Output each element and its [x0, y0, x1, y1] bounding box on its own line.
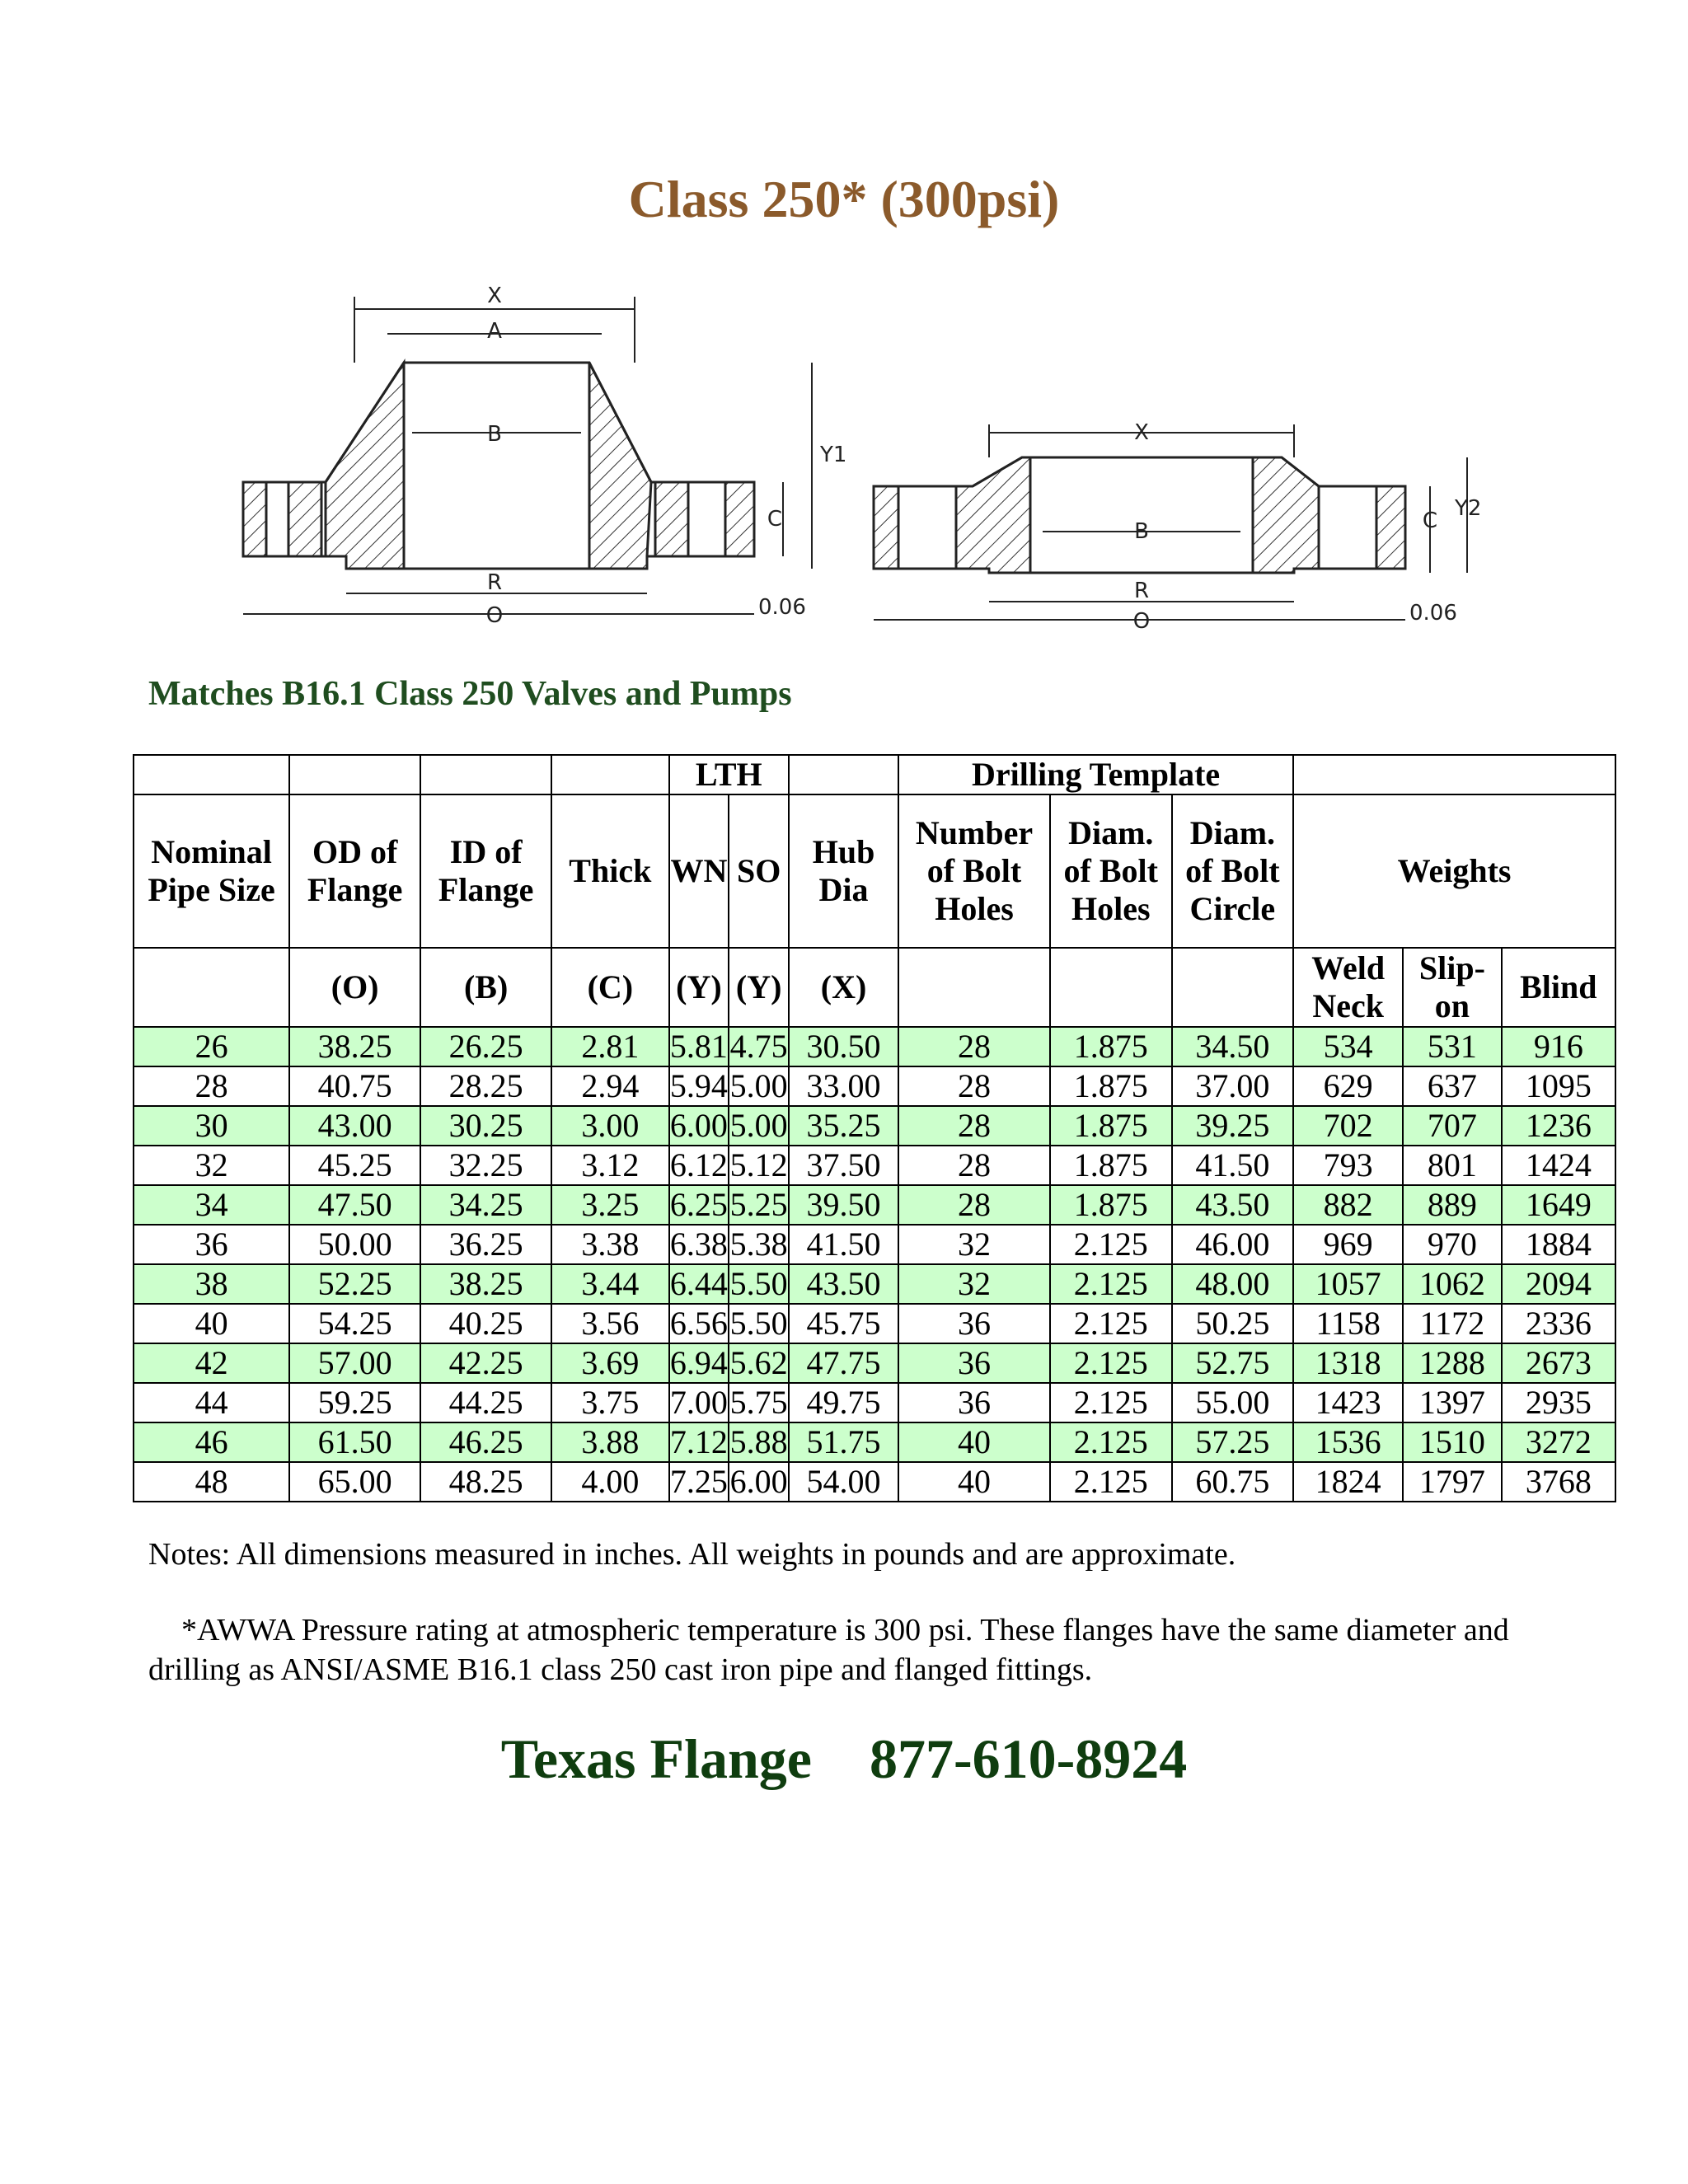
cell-weight-slip-on: 801	[1403, 1146, 1502, 1185]
header-diam-of-bolt-circle: Diam. of Bolt Circle	[1172, 794, 1294, 948]
cell-diam-bolt-holes: 1.875	[1050, 1146, 1172, 1185]
cell-weight-weld-neck: 1318	[1293, 1343, 1403, 1383]
cell-hub-dia: 41.50	[789, 1225, 898, 1264]
cell-diam-bolt-circle: 55.00	[1172, 1383, 1294, 1422]
cell-nominal-pipe-size: 48	[134, 1462, 289, 1502]
cell-thick: 3.69	[551, 1343, 668, 1383]
cell-diam-bolt-holes: 1.875	[1050, 1066, 1172, 1106]
cell-od: 52.25	[289, 1264, 420, 1304]
cell-thick: 3.56	[551, 1304, 668, 1343]
table-row	[134, 1383, 1615, 1422]
cell-wn: 7.12	[669, 1423, 728, 1460]
subheader-blind: Blind	[1502, 948, 1615, 1027]
cell-so: 5.38	[729, 1226, 788, 1263]
label-o-right: O	[1132, 609, 1151, 634]
cell-thick: 3.88	[551, 1422, 668, 1462]
empty-header-cell	[1050, 948, 1172, 1027]
cell-weight-weld-neck: 1824	[1293, 1462, 1403, 1502]
cell-weight-slip-on: 1062	[1403, 1264, 1502, 1304]
label-a: A	[487, 319, 502, 344]
cell-diam-bolt-circle: 52.75	[1172, 1343, 1294, 1383]
empty-header-cell	[1172, 948, 1294, 1027]
header-hub-dia: Hub Dia	[789, 794, 898, 948]
header-id-of-flange: ID of Flange	[420, 794, 551, 948]
empty-header-cell	[898, 948, 1050, 1027]
cell-diam-bolt-circle: 46.00	[1172, 1225, 1294, 1264]
header-diam-of-bolt-holes: Diam. of Bolt Holes	[1050, 794, 1172, 948]
header-wn: WN	[669, 794, 729, 948]
cell-od: 47.50	[289, 1185, 420, 1225]
cell-thick: 3.00	[551, 1106, 668, 1146]
cell-nominal-pipe-size: 28	[134, 1066, 289, 1106]
subheader-y-so: (Y)	[729, 948, 789, 1027]
cell-od: 40.75	[289, 1066, 420, 1106]
cell-so: 5.00	[729, 1107, 788, 1144]
cell-weight-slip-on: 1288	[1403, 1343, 1502, 1383]
cell-weight-blind: 1424	[1502, 1146, 1615, 1185]
cell-so: 6.00	[729, 1463, 788, 1500]
label-x-left: X	[487, 284, 502, 308]
cell-so: 5.12	[729, 1146, 788, 1183]
table-unit-header-row	[134, 948, 1615, 1027]
cell-weight-weld-neck: 702	[1293, 1106, 1403, 1146]
table-group-header-row	[134, 755, 1615, 794]
cell-od: 50.00	[289, 1225, 420, 1264]
table-row	[134, 1462, 1615, 1502]
cell-nominal-pipe-size: 40	[134, 1304, 289, 1343]
empty-header-cell	[420, 755, 551, 794]
cell-weight-weld-neck: 793	[1293, 1146, 1403, 1185]
subheader-y-wn: (Y)	[669, 948, 729, 1027]
cell-wn: 6.56	[669, 1305, 728, 1342]
cell-nominal-pipe-size: 46	[134, 1422, 289, 1462]
cell-hub-dia: 30.50	[789, 1027, 898, 1066]
table-row	[134, 1066, 1615, 1106]
cell-id: 34.25	[420, 1185, 551, 1225]
cell-weight-weld-neck: 629	[1293, 1066, 1403, 1106]
label-b-left: B	[487, 422, 502, 447]
cell-od: 54.25	[289, 1304, 420, 1343]
cell-thick: 3.75	[551, 1383, 668, 1422]
empty-header-cell	[289, 755, 420, 794]
empty-header-cell	[1293, 755, 1615, 794]
cell-od: 57.00	[289, 1343, 420, 1383]
cell-wn: 5.94	[669, 1067, 728, 1104]
cell-hub-dia: 49.75	[789, 1383, 898, 1422]
header-od-of-flange: OD of Flange	[289, 794, 420, 948]
cell-bolt-holes: 28	[898, 1027, 1050, 1066]
cell-id: 38.25	[420, 1264, 551, 1304]
cell-bolt-holes: 40	[898, 1462, 1050, 1502]
empty-header-cell	[134, 948, 289, 1027]
cell-weight-slip-on: 531	[1403, 1027, 1502, 1066]
drilling-template-header: Drilling Template	[898, 755, 1293, 794]
cell-diam-bolt-circle: 50.25	[1172, 1304, 1294, 1343]
cell-so: 5.50	[729, 1305, 788, 1342]
cell-thick: 3.12	[551, 1146, 668, 1185]
cell-weight-slip-on: 889	[1403, 1185, 1502, 1225]
table-row	[134, 1027, 1615, 1066]
cell-so: 5.50	[729, 1265, 788, 1302]
cell-diam-bolt-circle: 39.25	[1172, 1106, 1294, 1146]
cell-wn: 6.44	[669, 1265, 728, 1302]
cell-weight-blind: 1236	[1502, 1106, 1615, 1146]
subheader-x: (X)	[789, 948, 898, 1027]
cell-od: 65.00	[289, 1462, 420, 1502]
label-006-left: 0.06	[758, 595, 806, 620]
cell-so: 5.00	[729, 1067, 788, 1104]
cell-weight-slip-on: 637	[1403, 1066, 1502, 1106]
notes: Notes: All dimensions measured in inches. All weights in pounds and are approximate.	[148, 1537, 1236, 1572]
cell-diam-bolt-holes: 2.125	[1050, 1225, 1172, 1264]
label-c-right: C	[1422, 509, 1438, 533]
cell-od: 38.25	[289, 1027, 420, 1066]
cell-weight-slip-on: 1510	[1403, 1422, 1502, 1462]
cell-bolt-holes: 32	[898, 1264, 1050, 1304]
cell-weight-weld-neck: 1158	[1293, 1304, 1403, 1343]
empty-header-cell	[134, 755, 289, 794]
cell-id: 42.25	[420, 1343, 551, 1383]
cell-weight-slip-on: 1172	[1403, 1304, 1502, 1343]
cell-thick: 3.44	[551, 1264, 668, 1304]
subheader-b: (B)	[420, 948, 551, 1027]
cell-weight-blind: 3768	[1502, 1462, 1615, 1502]
cell-weight-blind: 916	[1502, 1027, 1615, 1066]
cell-bolt-holes: 36	[898, 1304, 1050, 1343]
cell-diam-bolt-circle: 60.75	[1172, 1462, 1294, 1502]
subheader-slip-on: Slip-on	[1403, 948, 1502, 1027]
table-row	[134, 1225, 1615, 1264]
header-nominal-pipe-size: Nominal Pipe Size	[134, 794, 289, 948]
cell-wn: 6.38	[669, 1226, 728, 1263]
cell-id: 30.25	[420, 1106, 551, 1146]
cell-wn: 6.12	[669, 1146, 728, 1183]
cell-wn: 6.25	[669, 1186, 728, 1223]
label-o-left: O	[485, 603, 504, 628]
cell-weight-weld-neck: 969	[1293, 1225, 1403, 1264]
cell-hub-dia: 51.75	[789, 1422, 898, 1462]
cell-nominal-pipe-size: 32	[134, 1146, 289, 1185]
cell-weight-weld-neck: 1423	[1293, 1383, 1403, 1422]
cell-od: 43.00	[289, 1106, 420, 1146]
table-row	[134, 1304, 1615, 1343]
cell-hub-dia: 37.50	[789, 1146, 898, 1185]
cell-weight-weld-neck: 1057	[1293, 1264, 1403, 1304]
cell-weight-slip-on: 1397	[1403, 1383, 1502, 1422]
cell-hub-dia: 43.50	[789, 1264, 898, 1304]
cell-diam-bolt-holes: 1.875	[1050, 1027, 1172, 1066]
cell-diam-bolt-holes: 2.125	[1050, 1422, 1172, 1462]
cell-nominal-pipe-size: 42	[134, 1343, 289, 1383]
cell-diam-bolt-circle: 34.50	[1172, 1027, 1294, 1066]
cell-diam-bolt-circle: 37.00	[1172, 1066, 1294, 1106]
page-title: Class 250* (300psi)	[628, 170, 1060, 228]
cell-weight-blind: 1884	[1502, 1225, 1615, 1264]
cell-id: 48.25	[420, 1462, 551, 1502]
phone-number: 877-610-8924	[869, 1727, 1188, 1790]
cell-so: 5.62	[729, 1344, 788, 1381]
weld-neck-flange-drawing	[243, 297, 812, 614]
cell-id: 40.25	[420, 1304, 551, 1343]
cell-diam-bolt-holes: 2.125	[1050, 1383, 1172, 1422]
cell-od: 45.25	[289, 1146, 420, 1185]
cell-thick: 4.00	[551, 1462, 668, 1502]
cell-id: 44.25	[420, 1383, 551, 1422]
label-c-left: C	[767, 507, 783, 532]
cell-diam-bolt-circle: 57.25	[1172, 1422, 1294, 1462]
label-b-right: B	[1134, 519, 1149, 544]
header-weights: Weights	[1293, 794, 1615, 948]
cell-diam-bolt-holes: 2.125	[1050, 1343, 1172, 1383]
cell-thick: 2.94	[551, 1066, 668, 1106]
flange-diagrams	[0, 264, 1688, 651]
cell-wn: 7.25	[669, 1463, 728, 1500]
cell-wn: 6.00	[669, 1107, 728, 1144]
label-006-right: 0.06	[1409, 601, 1457, 626]
cell-diam-bolt-holes: 1.875	[1050, 1106, 1172, 1146]
label-r-right: R	[1133, 579, 1150, 603]
header-so: SO	[729, 794, 789, 948]
cell-nominal-pipe-size: 38	[134, 1264, 289, 1304]
cell-diam-bolt-circle: 43.50	[1172, 1185, 1294, 1225]
cell-diam-bolt-circle: 48.00	[1172, 1264, 1294, 1304]
cell-weight-slip-on: 707	[1403, 1106, 1502, 1146]
cell-nominal-pipe-size: 44	[134, 1383, 289, 1422]
section-subtitle: Matches B16.1 Class 250 Valves and Pumps	[148, 675, 792, 713]
table-row	[134, 1422, 1615, 1462]
slip-on-flange-drawing	[874, 424, 1467, 620]
cell-id: 36.25	[420, 1225, 551, 1264]
cell-weight-weld-neck: 1536	[1293, 1422, 1403, 1462]
cell-hub-dia: 39.50	[789, 1185, 898, 1225]
cell-bolt-holes: 32	[898, 1225, 1050, 1264]
cell-hub-dia: 45.75	[789, 1304, 898, 1343]
cell-id: 46.25	[420, 1422, 551, 1462]
cell-weight-slip-on: 970	[1403, 1225, 1502, 1264]
cell-wn: 6.94	[669, 1344, 728, 1381]
cell-od: 61.50	[289, 1422, 420, 1462]
cell-weight-blind: 2336	[1502, 1304, 1615, 1343]
table-row	[134, 1264, 1615, 1304]
cell-weight-blind: 2935	[1502, 1383, 1615, 1422]
cell-wn: 7.00	[669, 1384, 728, 1421]
table-row	[134, 1106, 1615, 1146]
flange-spec-table	[133, 754, 1616, 1502]
cell-id: 28.25	[420, 1066, 551, 1106]
label-y1: Y1	[820, 443, 847, 467]
subheader-weld-neck: Weld Neck	[1293, 948, 1403, 1027]
table-column-header-row	[134, 794, 1615, 948]
header-thick: Thick	[551, 794, 668, 948]
cell-weight-blind: 1649	[1502, 1185, 1615, 1225]
cell-weight-blind: 3272	[1502, 1422, 1615, 1462]
table-row	[134, 1185, 1615, 1225]
cell-id: 26.25	[420, 1027, 551, 1066]
empty-header-cell	[551, 755, 668, 794]
cell-hub-dia: 54.00	[789, 1462, 898, 1502]
cell-so: 5.88	[729, 1423, 788, 1460]
subheader-c: (C)	[551, 948, 668, 1027]
cell-id: 32.25	[420, 1146, 551, 1185]
cell-weight-slip-on: 1797	[1403, 1462, 1502, 1502]
cell-so: 5.25	[729, 1186, 788, 1223]
cell-wn: 5.81	[669, 1028, 728, 1065]
cell-diam-bolt-holes: 2.125	[1050, 1304, 1172, 1343]
cell-thick: 3.38	[551, 1225, 668, 1264]
cell-bolt-holes: 28	[898, 1106, 1050, 1146]
cell-hub-dia: 33.00	[789, 1066, 898, 1106]
cell-bolt-holes: 28	[898, 1185, 1050, 1225]
company-name: Texas Flange	[500, 1727, 812, 1790]
cell-od: 59.25	[289, 1383, 420, 1422]
cell-thick: 2.81	[551, 1027, 668, 1066]
table-row	[134, 1343, 1615, 1383]
contact-line	[0, 1727, 1688, 1792]
cell-bolt-holes: 28	[898, 1066, 1050, 1106]
header-number-of-bolt-holes: Number of Bolt Holes	[898, 794, 1050, 948]
cell-bolt-holes: 40	[898, 1422, 1050, 1462]
cell-weight-weld-neck: 882	[1293, 1185, 1403, 1225]
cell-diam-bolt-holes: 2.125	[1050, 1462, 1172, 1502]
table-row	[134, 1146, 1615, 1185]
cell-diam-bolt-holes: 2.125	[1050, 1264, 1172, 1304]
empty-header-cell	[789, 755, 898, 794]
cell-thick: 3.25	[551, 1185, 668, 1225]
cell-weight-blind: 2673	[1502, 1343, 1615, 1383]
cell-nominal-pipe-size: 30	[134, 1106, 289, 1146]
cell-hub-dia: 47.75	[789, 1343, 898, 1383]
cell-weight-blind: 1095	[1502, 1066, 1615, 1106]
footnote: *AWWA Pressure rating at atmospheric temperature is 300 psi. These flanges have the same diameter and drilling as ANSI/ASME B16.1 class 250 cast iron pipe and flanged fittings.	[148, 1613, 1509, 1687]
cell-diam-bolt-holes: 1.875	[1050, 1185, 1172, 1225]
cell-nominal-pipe-size: 36	[134, 1225, 289, 1264]
label-y2: Y2	[1455, 496, 1482, 521]
label-x-right: X	[1134, 420, 1149, 445]
cell-bolt-holes: 36	[898, 1383, 1050, 1422]
cell-weight-blind: 2094	[1502, 1264, 1615, 1304]
subheader-o: (O)	[289, 948, 420, 1027]
cell-bolt-holes: 36	[898, 1343, 1050, 1383]
cell-so: 4.75	[729, 1028, 788, 1065]
label-r-left: R	[486, 570, 503, 595]
table-body	[134, 1027, 1615, 1502]
cell-weight-weld-neck: 534	[1293, 1027, 1403, 1066]
lth-group-header: LTH	[669, 755, 790, 794]
cell-nominal-pipe-size: 34	[134, 1185, 289, 1225]
cell-hub-dia: 35.25	[789, 1106, 898, 1146]
cell-so: 5.75	[729, 1384, 788, 1421]
cell-bolt-holes: 28	[898, 1146, 1050, 1185]
cell-nominal-pipe-size: 26	[134, 1027, 289, 1066]
cell-diam-bolt-circle: 41.50	[1172, 1146, 1294, 1185]
